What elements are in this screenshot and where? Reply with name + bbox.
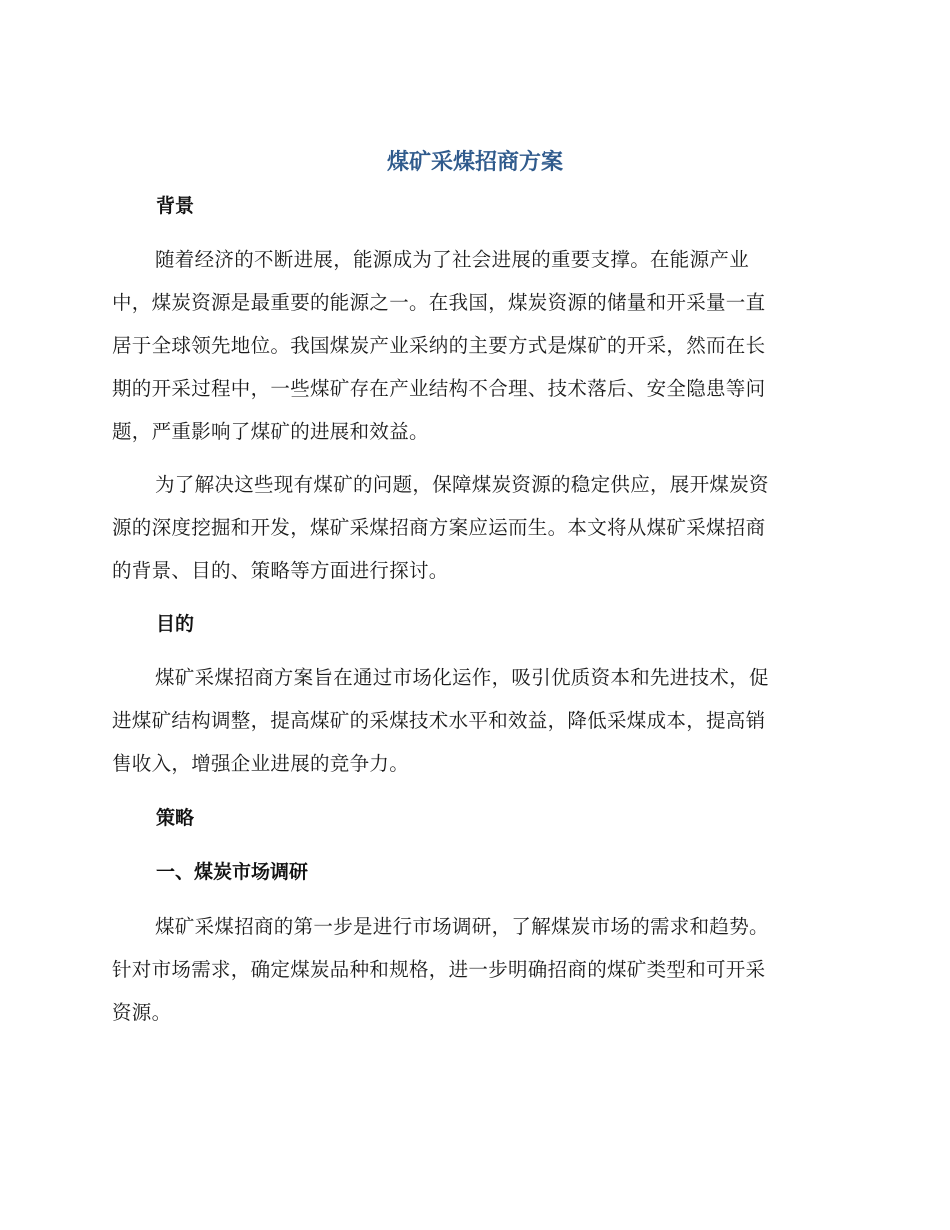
paragraph-purpose-1 — [112, 656, 832, 785]
paragraph-line: 资源。 — [112, 1001, 172, 1024]
paragraph-market-research-1 — [112, 905, 832, 1034]
paragraph-line: 售收入，增强企业进展的竞争力。 — [112, 752, 410, 775]
section-heading-strategy: 策略 — [156, 807, 195, 829]
paragraph-line: 的背景、目的、策略等方面进行探讨。 — [112, 559, 449, 582]
paragraph-background-1 — [112, 238, 832, 453]
subsection-heading-market-research: 一、煤炭市场调研 — [156, 861, 309, 883]
paragraph-line: 随着经济的不断进展，能源成为了社会进展的重要支撑。在能源产业 — [155, 248, 750, 271]
paragraph-line: 题，严重影响了煤矿的进展和效益。 — [112, 420, 429, 443]
paragraph-background-2 — [112, 463, 832, 592]
paragraph-line: 期的开采过程中，一些煤矿存在产业结构不合理、技术落后、安全隐患等问 — [112, 377, 766, 400]
paragraph-line: 源的深度挖掘和开发，煤矿采煤招商方案应运而生。本文将从煤矿采煤招商 — [112, 516, 766, 539]
section-heading-purpose: 目的 — [156, 613, 195, 635]
paragraph-line: 中，煤炭资源是最重要的能源之一。在我国，煤炭资源的储量和开采量一直 — [112, 291, 766, 314]
section-heading-background: 背景 — [156, 195, 195, 217]
paragraph-line: 进煤矿结构调整，提高煤矿的采煤技术水平和效益，降低采煤成本，提高销 — [112, 709, 766, 732]
paragraph-line: 煤矿采煤招商的第一步是进行市场调研，了解煤炭市场的需求和趋势。 — [155, 915, 769, 938]
document-title: 煤矿采煤招商方案 — [386, 150, 563, 175]
paragraph-line: 居于全球领先地位。我国煤炭产业采纳的主要方式是煤矿的开采，然而在长 — [112, 334, 766, 357]
paragraph-line: 针对市场需求，确定煤炭品种和规格，进一步明确招商的煤矿类型和可开采 — [112, 958, 766, 981]
paragraph-line: 为了解决这些现有煤矿的问题，保障煤炭资源的稳定供应，展开煤炭资 — [155, 473, 769, 496]
paragraph-line: 煤矿采煤招商方案旨在通过市场化运作，吸引优质资本和先进技术，促 — [155, 666, 769, 689]
